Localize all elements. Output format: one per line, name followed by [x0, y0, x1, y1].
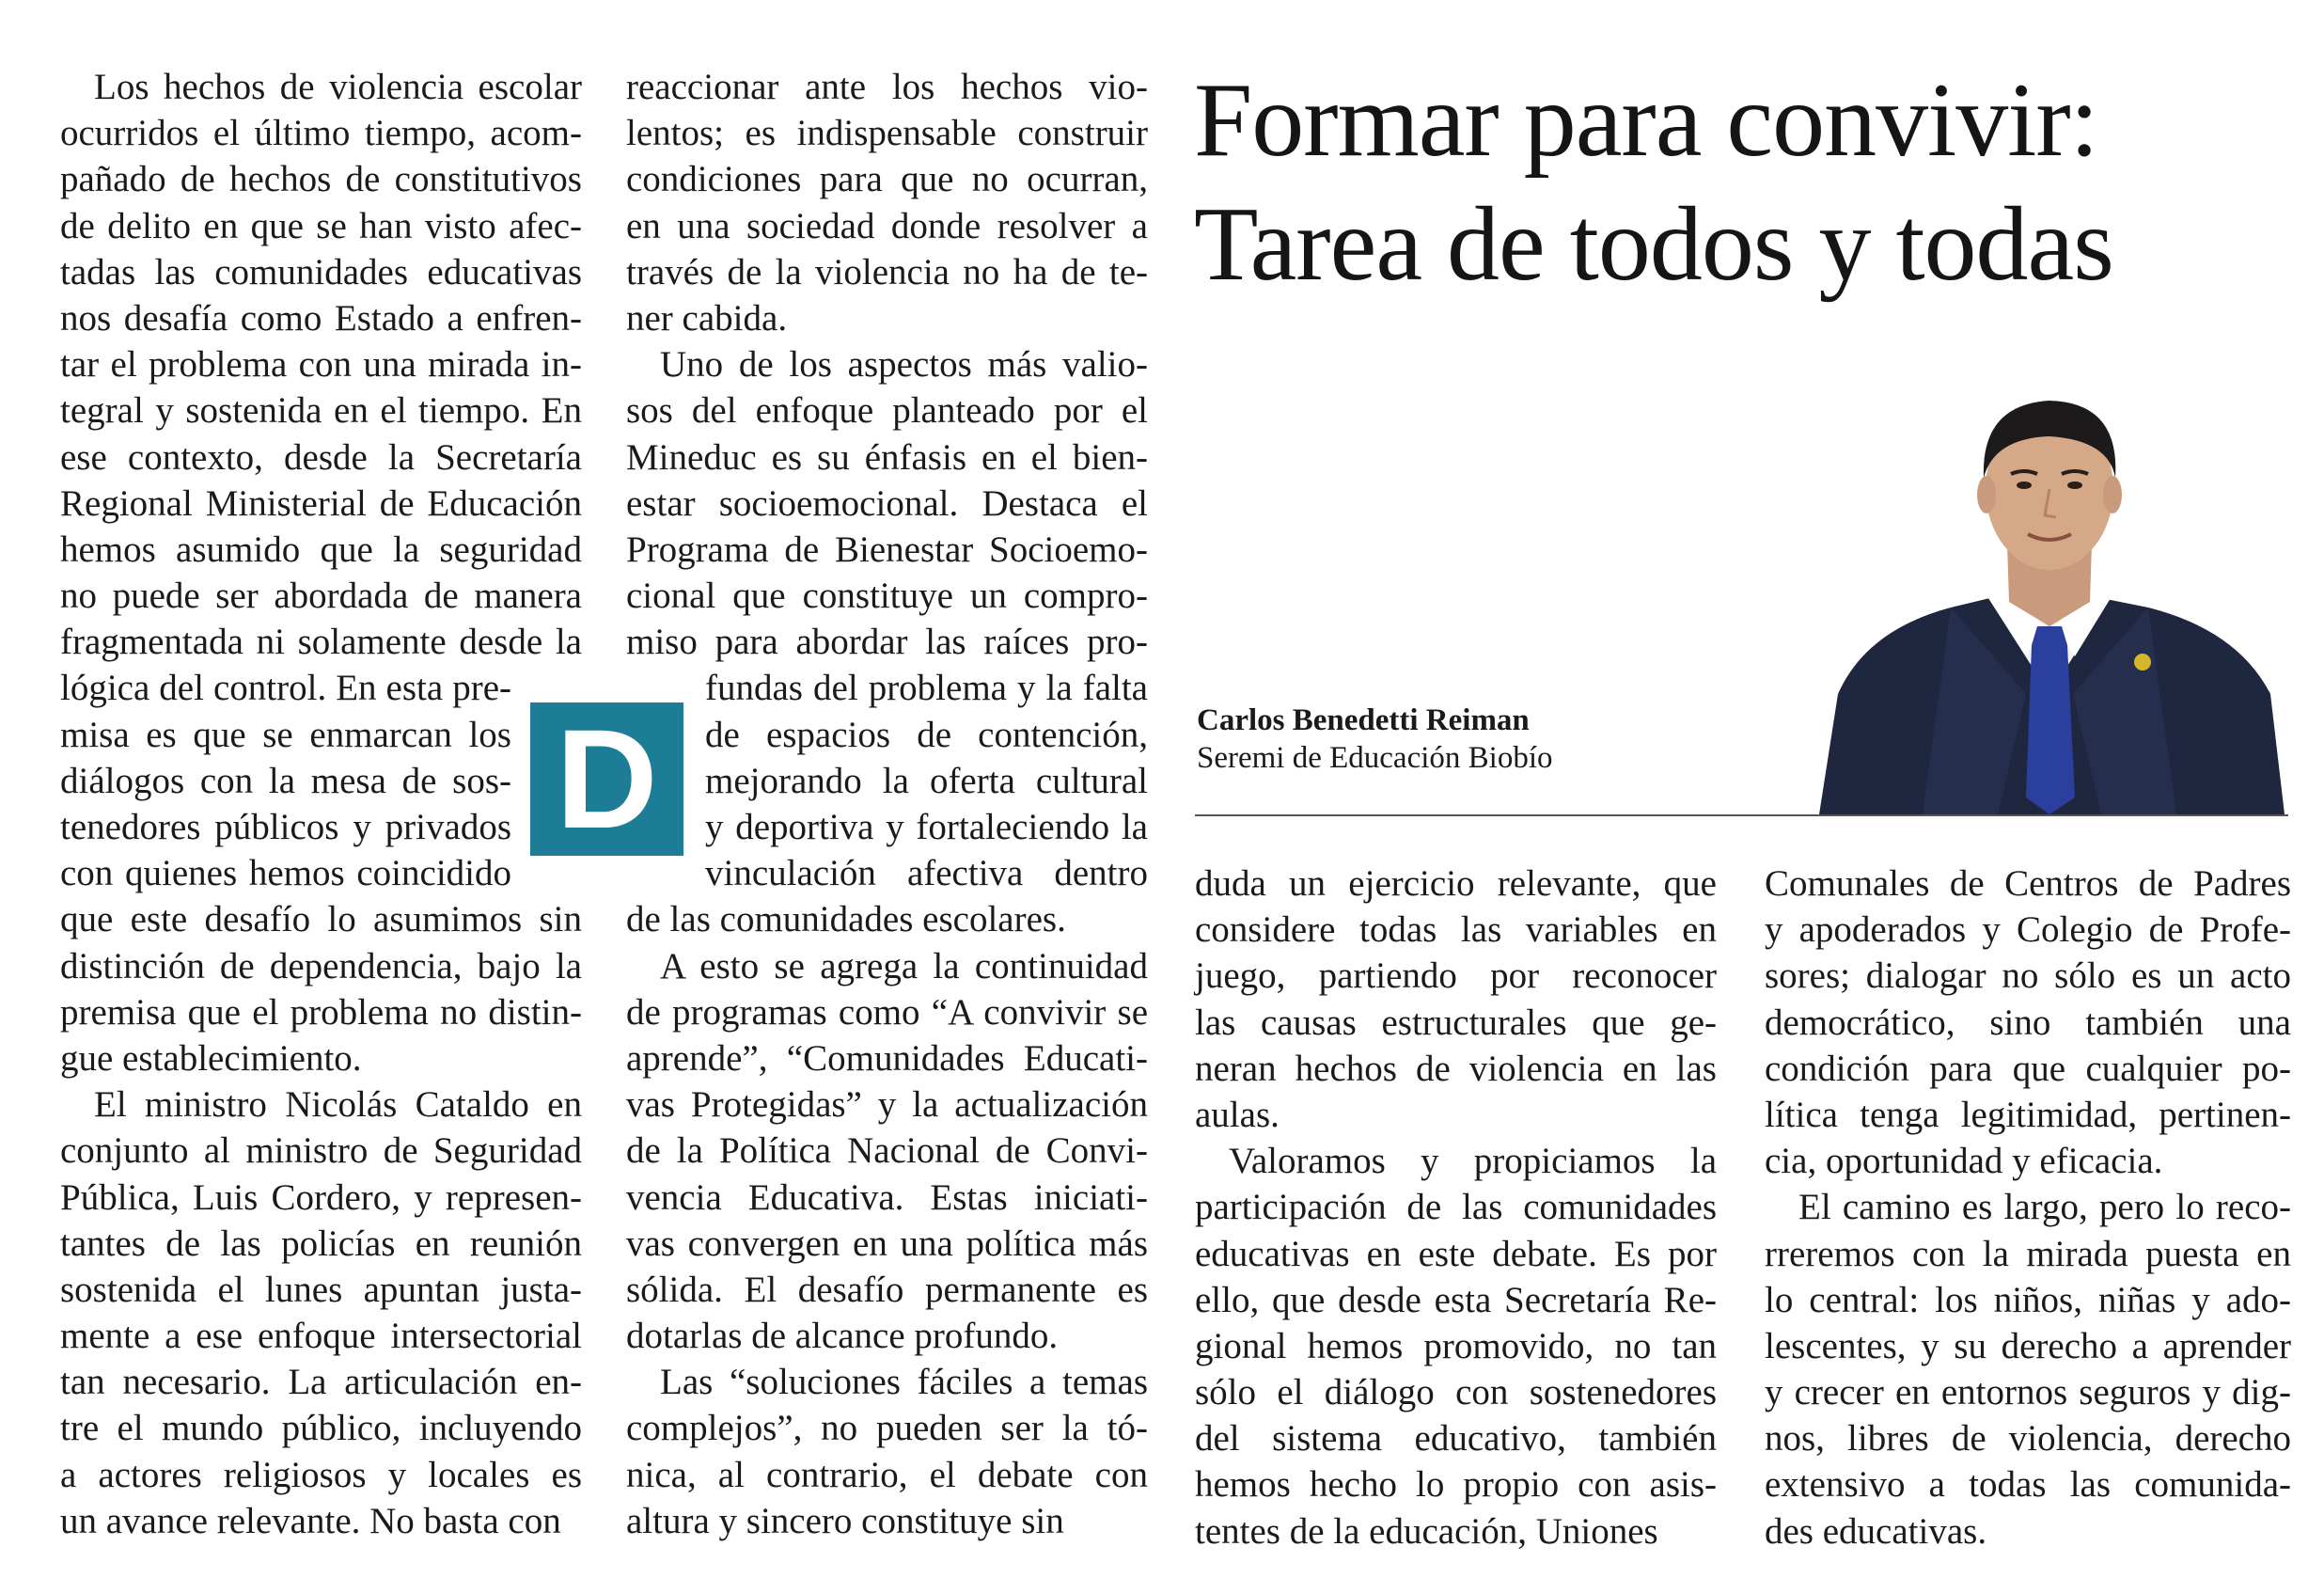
article-line: tentes de la educación, Uniones — [1195, 1510, 1658, 1552]
article-line: Regional Ministerial de Educación — [60, 482, 582, 524]
article-line: participación de las comunidades — [1195, 1187, 1717, 1228]
article-line: Pública, Luis Cordero, y represen- — [60, 1176, 582, 1218]
article-line: miso para abordar las raíces pro- — [626, 622, 1148, 663]
article-line: diálogos con la mesa de sos- — [60, 760, 511, 801]
article-line: gional hemos promovido, no tan — [1195, 1325, 1717, 1366]
article-column-4 — [1765, 860, 2291, 1554]
article-line: complejos”, no pueden ser la tó- — [626, 1408, 1148, 1449]
article-line: altura y sincero constituye sin — [626, 1500, 1064, 1541]
article-line: y crecer en entornos seguros y dig- — [1765, 1372, 2291, 1413]
article-line: considere todas las variables en — [1195, 909, 1717, 951]
photo-lapel-pin — [2134, 654, 2151, 671]
article-line: que este desafío lo asumimos sin — [60, 899, 582, 940]
headline-line-1: Formar para convivir: — [1194, 62, 2098, 179]
article-line: educativas en este debate. Es por — [1195, 1233, 1717, 1274]
article-line: de las comunidades escolares. — [626, 899, 1066, 940]
photo-tie — [2026, 626, 2075, 814]
article-line: dotarlas de alcance profundo. — [626, 1316, 1059, 1357]
article-line: tar el problema con una mirada in- — [60, 344, 582, 386]
article-line: lógica del control. En esta pre- — [60, 668, 511, 709]
article-line: estar socioemocional. Destaca el — [626, 482, 1148, 524]
article-line: ello, que desde esta Secretaría Re- — [1195, 1279, 1717, 1320]
article-line: sólida. El desafío permanente es — [626, 1269, 1148, 1310]
article-line: ner cabida. — [626, 297, 788, 339]
article-line: aprende”, “Comunidades Educati- — [626, 1037, 1148, 1079]
article-line: tantes de las policías en reunión — [60, 1223, 582, 1264]
article-line: no puede ser abordada de manera — [60, 576, 582, 617]
article-line: y deportiva y fortaleciendo la — [705, 807, 1148, 847]
article-line: des educativas. — [1765, 1510, 1987, 1552]
article-line: nos desafía como Estado a enfren- — [60, 297, 582, 339]
article-line: Programa de Bienestar Socioemo- — [626, 529, 1148, 570]
article-line: ocurridos el último tiempo, acom- — [60, 113, 582, 154]
article-line: conjunto al ministro de Seguridad — [60, 1130, 582, 1172]
article-line: gue establecimiento. — [60, 1037, 362, 1079]
article-line: vencia Educativa. Estas iniciati- — [626, 1176, 1148, 1218]
author-role: Seremi de Educación Biobío — [1197, 741, 1553, 775]
article-line: lescentes, y su derecho a aprender — [1765, 1325, 2291, 1366]
article-line: Uno de los aspectos más valio- — [660, 344, 1148, 386]
article-line: en una sociedad donde resolver a — [626, 205, 1148, 246]
article-line: Mineduc es su énfasis en el bien- — [626, 436, 1148, 478]
article-column-2 — [626, 64, 1148, 1544]
article-line: condición para que cualquier po- — [1765, 1048, 2291, 1089]
article-line: extensivo a todas las comunida- — [1765, 1464, 2291, 1506]
article-line: vinculación afectiva dentro — [705, 853, 1148, 894]
article-line: ese contexto, desde la Secretaría — [60, 436, 582, 478]
author-photo — [1810, 384, 2289, 814]
article-line: reaccionar ante los hechos vio- — [626, 67, 1148, 107]
article-line: de programas como “A convivir se — [626, 991, 1148, 1033]
article-line: Valoramos y propiciamos la — [1229, 1141, 1717, 1182]
article-line: con quienes hemos coincidido — [60, 853, 511, 894]
headline-line-2: Tarea de todos y todas — [1194, 186, 2113, 303]
article-line: vas Protegidas” y la actualización — [626, 1084, 1148, 1126]
article-line: tadas las comunidades educativas — [60, 251, 582, 292]
article-line: cional que constituye un compro- — [626, 576, 1148, 617]
article-line: juego, partiendo por reconocer — [1195, 955, 1717, 997]
article-line: un avance relevante. No basta con — [60, 1500, 561, 1541]
article-line: sos del enfoque planteado por el — [626, 390, 1148, 432]
article-line: de la Política Nacional de Convi- — [626, 1130, 1148, 1172]
article-line: lentos; es indispensable construir — [626, 113, 1148, 154]
article-line: Los hechos de violencia escolar — [94, 67, 582, 107]
article-line: lo central: los niños, niñas y ado- — [1765, 1279, 2291, 1320]
article-line: cia, oportunidad y eficacia. — [1765, 1141, 2163, 1182]
article-column-3 — [1195, 860, 1717, 1554]
article-line: sostenida el lunes apuntan justa- — [60, 1269, 582, 1310]
article-line: aulas. — [1195, 1094, 1280, 1135]
article-line: fragmentada ni solamente desde la — [60, 622, 582, 663]
drop-cap: D — [530, 702, 683, 856]
article-line: condiciones para que no ocurran, — [626, 159, 1148, 200]
article-line: lítica tenga legitimidad, pertinen- — [1765, 1094, 2291, 1135]
article-line: tenedores públicos y privados — [60, 807, 511, 847]
article-line: las causas estructurales que ge- — [1195, 1002, 1717, 1043]
article-line: tegral y sostenida en el tiempo. En — [60, 390, 582, 432]
article-line: sólo el diálogo con sostenedores — [1195, 1372, 1717, 1413]
article-line: mejorando la oferta cultural — [705, 760, 1148, 801]
article-line: del sistema educativo, también — [1195, 1418, 1717, 1460]
article-column-1 — [60, 64, 582, 1544]
article-line: vas convergen en una política más — [626, 1223, 1148, 1264]
article-line: a actores religiosos y locales es — [60, 1454, 582, 1495]
article-line: rreremos con la mirada puesta en — [1765, 1233, 2291, 1274]
headline — [1194, 58, 2113, 307]
article-line: El ministro Nicolás Cataldo en — [94, 1084, 582, 1126]
article-line: tan necesario. La articulación en- — [60, 1362, 582, 1403]
article-line: y apoderados y Colegio de Profe- — [1765, 909, 2291, 951]
article-line: de espacios de contención, — [705, 714, 1148, 755]
article-line: duda un ejercicio relevante, que — [1195, 863, 1717, 904]
article-line: distinción de dependencia, bajo la — [60, 945, 582, 986]
article-line: neran hechos de violencia en las — [1195, 1048, 1717, 1089]
article-line: premisa que el problema no distin- — [60, 991, 582, 1033]
article-line: mente a ese enfoque intersectorial — [60, 1316, 582, 1357]
article-line: tre el mundo público, incluyendo — [60, 1408, 582, 1449]
article-line: misa es que se enmarcan los — [60, 714, 511, 755]
article-line: de delito en que se han visto afec- — [60, 205, 582, 246]
article-line: través de la violencia no ha de te- — [626, 251, 1148, 292]
article-line: democrático, sino también una — [1765, 1002, 2291, 1043]
article-line: Comunales de Centros de Padres — [1765, 863, 2291, 904]
article-line: pañado de hechos de constitutivos — [60, 159, 582, 200]
article-line: El camino es largo, pero lo reco- — [1798, 1187, 2291, 1228]
article-line: hemos hecho lo propio con asis- — [1195, 1464, 1717, 1506]
author-name: Carlos Benedetti Reiman — [1197, 703, 1530, 737]
article-line: Las “soluciones fáciles a temas — [660, 1362, 1148, 1403]
article-line: sores; dialogar no sólo es un acto — [1765, 955, 2291, 997]
article-line: nos, libres de violencia, derecho — [1765, 1418, 2291, 1460]
article-line: hemos asumido que la seguridad — [60, 529, 582, 570]
article-line: A esto se agrega la continuidad — [660, 945, 1148, 986]
divider-rule — [1195, 814, 2288, 816]
article-line: fundas del problema y la falta — [705, 668, 1148, 709]
article-line: nica, al contrario, el debate con — [626, 1454, 1148, 1495]
